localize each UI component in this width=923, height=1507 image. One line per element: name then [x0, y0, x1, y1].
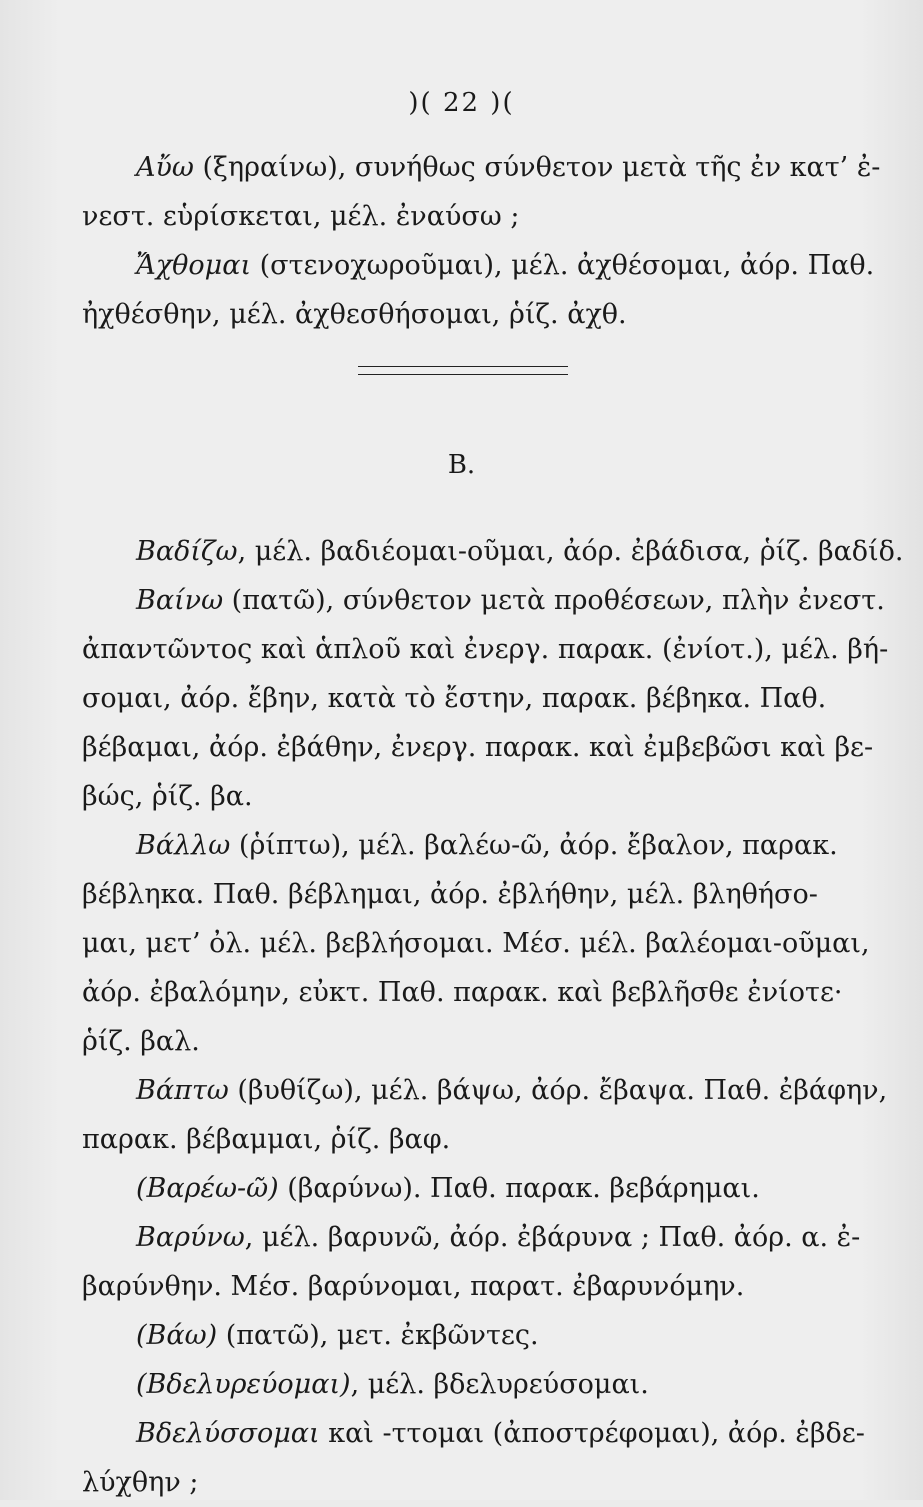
headword: (Βαρέω-ῶ)	[136, 1173, 279, 1204]
headword: (Βδελυρεύομαι)	[136, 1369, 351, 1400]
entry-text: μαι, μετ’ ὀλ. μέλ. βεβλήσομαι. Μέσ. μέλ. βαλέομαι-οῦμαι,	[82, 928, 870, 959]
entry-text: ἀόρ. ἐβαλόμην, εὐκτ. Παθ. παρακ. καὶ βεβλῆσθε ἐνίοτε·	[82, 977, 843, 1008]
text-line	[82, 1164, 822, 1213]
double-rule-divider	[358, 366, 568, 375]
headword: Βάπτω	[136, 1075, 229, 1106]
entry-text: (πατῶ), σύνθετον μετὰ προθέσεων, πλὴν ἐνεστ.	[223, 585, 885, 616]
text-line	[82, 723, 874, 772]
entry-text: , μέλ. βαδιέομαι-οῦμαι, ἀόρ. ἐβάδισα, ῥίζ. βαδίδ.	[237, 536, 904, 567]
entry-text: , μέλ. βδελυρεύσομαι.	[350, 1369, 649, 1400]
entry-text: (ῥίπτω), μέλ. βαλέω-ῶ, ἀόρ. ἔβαλον, παρακ.	[230, 830, 838, 861]
text-line	[82, 1017, 822, 1066]
text-line	[82, 1066, 888, 1115]
entry-text: (βαρύνω). Παθ. παρακ. βεβάρημαι.	[278, 1173, 760, 1204]
entry-text: , μέλ. βαρυνῶ, ἀόρ. ἐβάρυνα ; Παθ. ἀόρ. α. ἐ-	[244, 1222, 861, 1253]
entry-text: παρακ. βέβαμμαι, ῥίζ. βαφ.	[82, 1124, 451, 1155]
headword: Αὔω	[136, 152, 194, 183]
text-line	[82, 968, 843, 1017]
text-line	[82, 241, 875, 290]
headword: Βαίνω	[136, 585, 224, 616]
headword: Βάλλω	[136, 830, 231, 861]
lexicon-entries	[82, 527, 904, 1507]
text-line	[82, 772, 822, 821]
entry-text: ῥίζ. βαλ.	[82, 1026, 200, 1057]
entry-text: λύχθην ;	[82, 1467, 199, 1498]
entry-text: βώς, ῥίζ. βα.	[82, 781, 253, 812]
entry-text: νεστ. εὑρίσκεται, μέλ. ἐναύσω ;	[82, 201, 520, 232]
section-heading: B.	[447, 450, 476, 480]
text-line	[82, 1311, 822, 1360]
top-entries	[82, 143, 881, 339]
headword: Ἄχθομαι	[136, 250, 252, 281]
text-line	[82, 143, 881, 192]
text-line	[82, 821, 838, 870]
text-line	[82, 625, 889, 674]
entry-text: ἀπαντῶντος καὶ ἁπλοῦ καὶ ἐνεργ. παρακ. (ἐνίοτ.), μέλ. βή-	[82, 634, 889, 665]
text-line	[82, 674, 827, 723]
headword: Βαδίζω	[136, 536, 238, 567]
headword: (Βάω)	[136, 1320, 218, 1351]
text-line	[82, 870, 822, 919]
text-line	[82, 290, 822, 339]
entry-text: βέβληκα. Παθ. βέβλημαι, ἀόρ. ἐβλήθην, μέλ. βληθήσο-	[82, 879, 818, 910]
text-line	[82, 1115, 822, 1164]
entry-text: ἠχθέσθην, μέλ. ἀχθεσθήσομαι, ῥίζ. ἀχθ.	[82, 299, 627, 330]
headword: Βδελύσσομαι	[136, 1418, 320, 1449]
entry-text: (ξηραίνω), συνήθως σύνθετον μετὰ τῆς ἐν κατ’ ἐ-	[193, 152, 881, 183]
entry-text: (πατῶ), μετ. ἐκβῶντες.	[217, 1320, 539, 1351]
entry-text: (στενοχωροῦμαι), μέλ. ἀχθέσομαι, ἀόρ. Παθ.	[251, 250, 875, 281]
text-line	[82, 919, 870, 968]
entry-text: (βυθίζω), μέλ. βάψω, ἀόρ. ἔβαψα. Παθ. ἐβάφην,	[228, 1075, 888, 1106]
text-line	[82, 1409, 865, 1458]
entry-text: σομαι, ἀόρ. ἔβην, κατὰ τὸ ἔστην, παρακ. βέβηκα. Παθ.	[82, 683, 827, 714]
entry-text: βέβαμαι, ἀόρ. ἐβάθην, ἐνεργ. παρακ. καὶ ἐμβεβῶσι καὶ βε-	[82, 732, 874, 763]
text-line	[82, 1213, 861, 1262]
text-line	[82, 1262, 822, 1311]
text-line	[82, 527, 904, 576]
headword: Βαρύνω	[136, 1222, 245, 1253]
page-number: )( 22 )(	[408, 88, 515, 118]
text-line	[82, 576, 885, 625]
text-line	[82, 192, 822, 241]
text-line	[82, 1360, 822, 1409]
entry-text: καὶ -ττομαι (ἀποστρέφομαι), ἀόρ. ἐβδε-	[319, 1418, 865, 1449]
entry-text: βαρύνθην. Μέσ. βαρύνομαι, παρατ. ἐβαρυνόμην.	[82, 1271, 745, 1302]
